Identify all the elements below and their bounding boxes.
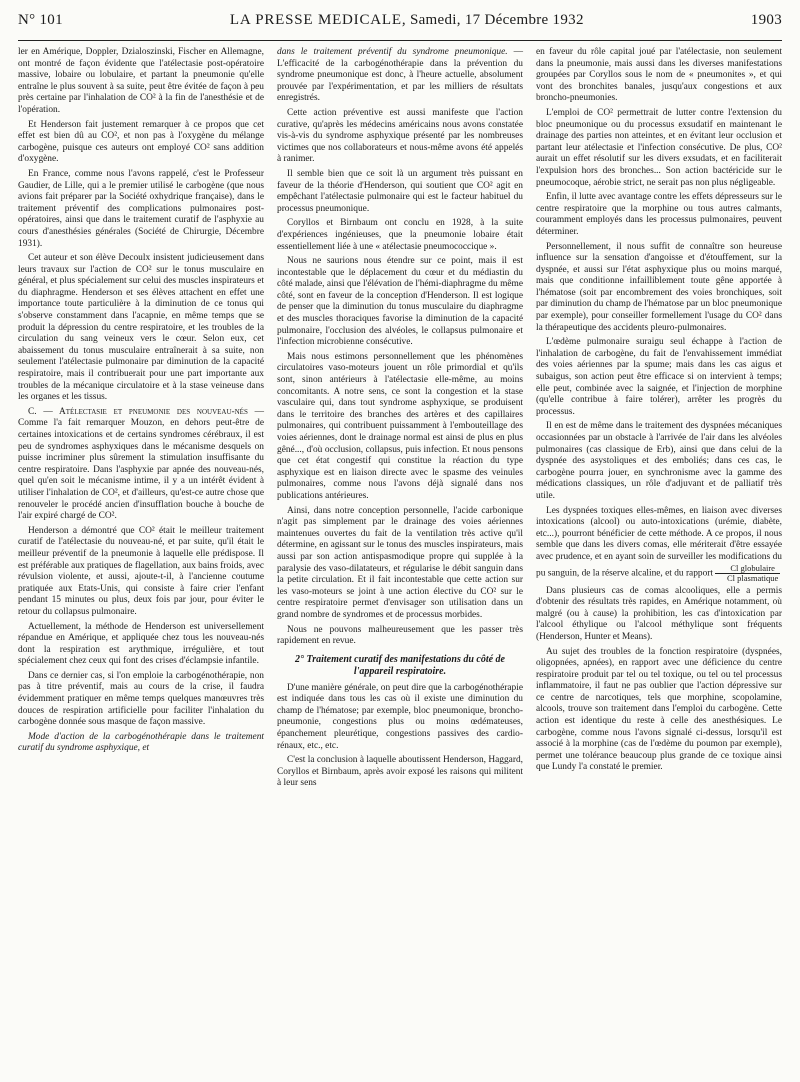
paragraph: Actuellement, la méthode de Henderson est universellement répandue en Amérique, et appliquée chez tous les nouveau-nés dont la respiration est arythmique, irrégulière, et tout spécialement chez ceux qui font des crises d'éclampsie infantile. xyxy=(18,621,264,667)
paragraph-text: Les dyspnées toxiques elles-mêmes, en liaison avec diverses intoxications (alcool) ou auto-intoxications (urémie, diabète, etc...), pourront bénéficier de cette méthode. A ce propos, il nous semble que dans les divers comas, elle mériterait d'être essayée avec prudence, et en ayant soin de surveiller les modifications du pu sanguin, de la réserve alcaline, et du rapport xyxy=(536,505,782,579)
paragraph: Mais nous estimons personnellement que les phénomènes circulatoires vaso-moteurs jouent un rôle primordial et qu'ils sont, sinon antérieurs à l'atélectasie elle-même, au moins concomitants. A notre sens, ce sont la congestion et la stase vasculaire qui, dans tout syndrome asphyxique, se produisent dans le territoire des branches des artères et des capillaires pulmonaires, qui contribuent puissamment à l'embouteillage des voies aériennes, dont le drainage normal est ainsi de plus en plus gêné..., d'où occlusion, collapsus, puis infection. Et nous pensons que cet état congestif qui constitue la réaction du type asphyxique est en liaison directe avec le spasme des veinules pulmonaires, comme nous l'avons déjà signalé dans nos publications antérieures. xyxy=(277,351,523,501)
paragraph: Ainsi, dans notre conception personnelle, l'acide carbonique n'agit pas simplement par le drainage des voies aériennes maintenues ouvertes du fait de la ventilation très active qu'il détermine, en agissant sur le tonus des muscles inspirateurs, mais aussi par son action antispasmodique propre qui supplée à la paralysie des vaso-dilatateurs, et régularise le débit sanguin dans la petite circulation. Et il fait incontestable que cette action sur les vaso-moteurs se joint à une action élective du CO² sur le centre respiratoire permet d'envisager son utilisation dans un grand nombre de syndromes et de processus morbides. xyxy=(277,505,523,620)
issue-number: N° 101 xyxy=(18,12,63,28)
paragraph: En France, comme nous l'avons rappelé, c'est le Professeur Gaudier, de Lille, qui a le premier utilisé le carbogène (que nous avions fait préparer par la Société oxhydrique française), dans le traitement préventif des complications pulmonaires post-opératoires, ainsi que dans le traitement curatif de l'asphyxie au cours d'anesthésies générales (Société de Chirurgie, Décembre 1931). xyxy=(18,168,264,249)
paragraph: en faveur du rôle capital joué par l'atélectasie, non seulement dans la pneumonie, mais aussi dans les diverses manifestations groupées par Coryllos sous le nom de « pneumonites », et qui vont des bronchites banales, jusqu'aux congestions et aux broncho-pneumonies. xyxy=(536,47,782,104)
paragraph: L'emploi de CO² permettrait de lutter contre l'extension du bloc pneumonique ou du processus exsudatif en maintenant le drainage des parties non atteintes, et en évitant leur occlusion et partant leur atélectasie et l'infection consécutive. De plus, CO² aurait un effet résolutif sur les divers exsudats, et en faciliterait l'expulsion hors des bronches... Son action bactéricide sur le pneumocoque, aérobie strict, ne serait pas non plus négligeable. xyxy=(536,107,782,188)
paragraph: Cet auteur et son élève Decoulx insistent judicieusement dans leurs travaux sur l'action de CO² sur le tonus musculaire en général, et plus spécialement sur celui des muscles inspirateurs et du diaphragme. Henderson et ses élèves attachent en effet une importance toute particulière à la diminution de ce tonus qui s'observe constamment dans l'acapnie, en même temps que se produit la dépression du centre respiratoire, et les troubles de la circulation du sang veineux vers le cœur. Selon eux, cet abaissement du tonus musculaire entraînerait à sa suite, non seulement l'atélectasie pulmonaire par diminution de la capacité respiratoire, mais il contribuerait pour une part importante aux troubles de la mécanique circulatoire et à la stase veineuse dans les organes et les tissus. xyxy=(18,253,264,403)
paragraph: C'est la conclusion à laquelle aboutissent Henderson, Haggard, Coryllos et Birnbaum, après avoir exposé les raisons qui militent à leur sens xyxy=(277,755,523,789)
journal-title: LA PRESSE MEDICALE xyxy=(229,12,402,28)
header-rule xyxy=(18,40,782,41)
paragraph: Personnellement, il nous suffit de connaître son heureuse influence sur la sensation d'angoisse et d'étouffement, sur la dyspnée, et aussi sur l'état asphyxique plus ou moins marqué, mais que conditionne infailliblement toute gêne apportée à l'hématose (soit par encombrement des voies bronchiques, soit par diminution du champ de l'hématose par un bloc pneumonique par exemple), pour conseiller formellement l'usage du CO² dans la thérapeutique des accidents pleuro-pulmonaires. xyxy=(536,241,782,333)
paragraph: Dans plusieurs cas de comas alcooliques, elle a permis d'obtenir des résultats très rapides, en Amérique notamment, où malgré (ou à cause) la prohibition, les cas d'intoxication par l'alcool éthylique ou l'alcool méthylique sont fréquents (Henderson, Hunter et Means). xyxy=(536,585,782,642)
masthead xyxy=(18,12,782,38)
issue-date: , Samedi, 17 Décembre 1932 xyxy=(401,12,584,28)
paragraph: Il en est de même dans le traitement des dyspnées mécaniques occasionnées par un obstacle à l'arrivée de l'air dans les alvéoles pulmonaires (cas classique de Erb), ainsi que dans celui de la dyspnée des asystoliques et des emboliés; dans ces cas, le carbogène pourra jouer, en synchronisme avec la gamme des médications classiques, un rôle d'adjuvant et de palliatif très utile. xyxy=(536,421,782,501)
chloride-ratio-fraction xyxy=(715,564,780,583)
paragraph xyxy=(277,47,523,105)
column-2 xyxy=(277,47,523,793)
paragraph: Dans ce dernier cas, si l'on emploie la carbogénothérapie, non pas à titre préventif, mais au cours de la crise, il faudra évidemment pratiquer en même temps quelques manœuvres très douces de respiration artificielle pour faciliter l'inhalation du carbogène donnée sous masque de façon massive. xyxy=(18,670,264,728)
paragraph: Il semble bien que ce soit là un argument très puissant en faveur de la théorie d'Henderson, qui soutient que CO² agit en empêchant l'atélectasie pulmonaire qui est le facteur habituel du processus pneumonique. xyxy=(277,168,523,214)
paragraph: D'une manière générale, on peut dire que la carbogénothérapie est indiquée dans tous les cas où il existe une diminution du champ de l'hématose; par exemple, bloc pneumonique, broncho-pneumonie, congestions plus ou moins œdémateuses, épanchement pleurétique, congestions passives des cardio-rénaux, etc., etc. xyxy=(277,682,523,751)
paragraph: Au sujet des troubles de la fonction respiratoire (dyspnées, oligopnées, apnées), en rapport avec une déficience du centre respiratoire produit par tel ou tel toxique, ou tel ou tel processus inflammatoire, il faut ne pas oublier que l'action dépressive sur ce centre de narcotiques, tels que morphine, scopolamine, alcools, trouve son traitement dans l'emploi du carbogène. Cette action est identique du reste à celle des anesthésiques. Le carbogène, comme nous l'avons signalé ci-dessus, lorsqu'il est associé à la morphine (cas de l'œdème du poumon par exemple), permet une tolérance beaucoup plus grande de ce toxique ainsi que Lundy l'a constaté le premier. xyxy=(536,646,782,773)
column-1 xyxy=(18,47,264,793)
paragraph: Nous ne pouvons malheureusement que les passer très rapidement en revue. xyxy=(277,624,523,647)
paragraph-text: — L'efficacité de la carbogénothérapie dans la prévention du syndrome pneumonique est donc, à l'heure actuelle, absolument prouvée par l'expérimentation, et par les milliers de résultats enregistrés. xyxy=(277,47,523,104)
paragraph-with-fraction xyxy=(536,506,782,583)
paragraph: Nous ne saurions nous étendre sur ce point, mais il est incontestable que le déplacement du cœur et du médiastin du côté malade, ainsi que l'élévation de l'hémi-diaphragme du même côté, sont en faveur de la conception d'Henderson. Il est logique de penser que la diminution du tonus musculaire du diaphragme et des muscles thoraciques favorise la diminution de la capacité pulmonaire, l'occlusion des alvéoles, le collapsus pulmonaire et l'infection microbienne consécutive. xyxy=(277,256,523,348)
article-columns xyxy=(18,47,782,793)
subheading-paragraph: Mode d'action de la carbogénothérapie dans le traitement curatif du syndrome asphyxique, et xyxy=(18,731,264,754)
column-3 xyxy=(536,47,782,793)
paragraph: Cette action préventive est aussi manifeste que l'action curative, qu'après les médecins américains nous avons constatée vis-à-vis du syndrome asphyxique présenté par les nombreuses victimes que nos collaborateurs et nous-même avons été appelés à ranimer. xyxy=(277,107,523,165)
paragraph: L'œdème pulmonaire suraigu seul échappe à l'action de l'inhalation de carbogène, du fait de l'envahissement immédiat des voies aériennes par la spume; mais dans les cas aigus et subaigus, son action peut être efficace si on intervient à temps; elle peut, combinée avec la saignée, et l'injection de morphine (qu'elle contribue à faire tolérer), arrêter les progrès du processus. xyxy=(536,337,782,417)
section-c-paragraph xyxy=(18,407,264,523)
fraction-numerator: Cl globulaire xyxy=(715,564,780,574)
paragraph: Coryllos et Birnbaum ont conclu en 1928, à la suite d'expériences ingénieuses, que la pneumonie lobaire était essentiellement liée à une « atélectasie pneumococcique ». xyxy=(277,218,523,252)
paragraph: Enfin, il lutte avec avantage contre les effets dépresseurs sur le centre respiratoire que la morphine ou tous autres calmants, couramment employés dans les processus pulmonaires, peuvent déterminer. xyxy=(536,192,782,237)
paragraph-text: — Comme l'a fait remarquer Mouzon, en dehors peut-être de certaines intoxications et de certains syndromes cérébraux, il est peu de syndromes asphyxiques dans le mécanisme desquels on puisse incriminer plus sûrement la stimulation insuffisante du centre respiratoire. Dans l'asphyxie par apnée des nouveau-nés, quel qu'en soit le mécanisme intime, il y a un intérêt évident à utiliser l'inhalation de CO², et d'ailleurs, qu'est-ce autre chose que renouveler le procédé ancien d'insufflation bouche à bouche de l'air expiré chargé de CO². xyxy=(18,406,265,522)
fraction-denominator: Cl plasmatique xyxy=(727,572,779,583)
paragraph-italic: dans le traitement préventif du syndrome pneumonique. xyxy=(277,47,508,57)
section-heading: 2° Traitement curatif des manifestations du côté de l'appareil respiratoire. xyxy=(294,653,505,677)
paragraph: ler en Amérique, Doppler, Dzialoszinski, Fischer en Allemagne, ont montré de façon évidente que l'atélectasie post-opératoire massive, lobaire ou lobulaire, et partant la pneumonie qu'elle entraîne le plus souvent à sa suite, peut être évitée de façon à peu près certaine par l'inhalation de CO² à la fin de l'anesthésie et de l'opération. xyxy=(18,47,264,115)
section-c-label: C. — Atélectasie et pneumonie des nouveau-nés xyxy=(28,406,248,417)
paragraph: Henderson a démontré que CO² était le meilleur traitement curatif de l'atélectasie du nouveau-né, et par suite, qu'il était le meilleur préventif de la pneumonie à laquelle elle prédispose. Il est préférable aux pratiques de flagellation, aux bains froids, avec révulsion violente, et aussi, ajoute-t-il, à l'ancienne coutume pratiquée aux Etats-Unis, qui consiste à faire crier l'enfant pendant 15 minutes ou plus, deux fois par jour, pour éviter le retour du collapsus pulmonaire. xyxy=(18,525,264,617)
journal-title-line xyxy=(230,12,584,29)
paragraph: Et Henderson fait justement remarquer à ce propos que cet effet est bien dû au CO², et non pas à l'oxygène du mélange carbogène, puisque ces auteurs ont employé CO² sans addition d'oxygène. xyxy=(18,119,264,165)
page-number: 1903 xyxy=(750,12,782,28)
